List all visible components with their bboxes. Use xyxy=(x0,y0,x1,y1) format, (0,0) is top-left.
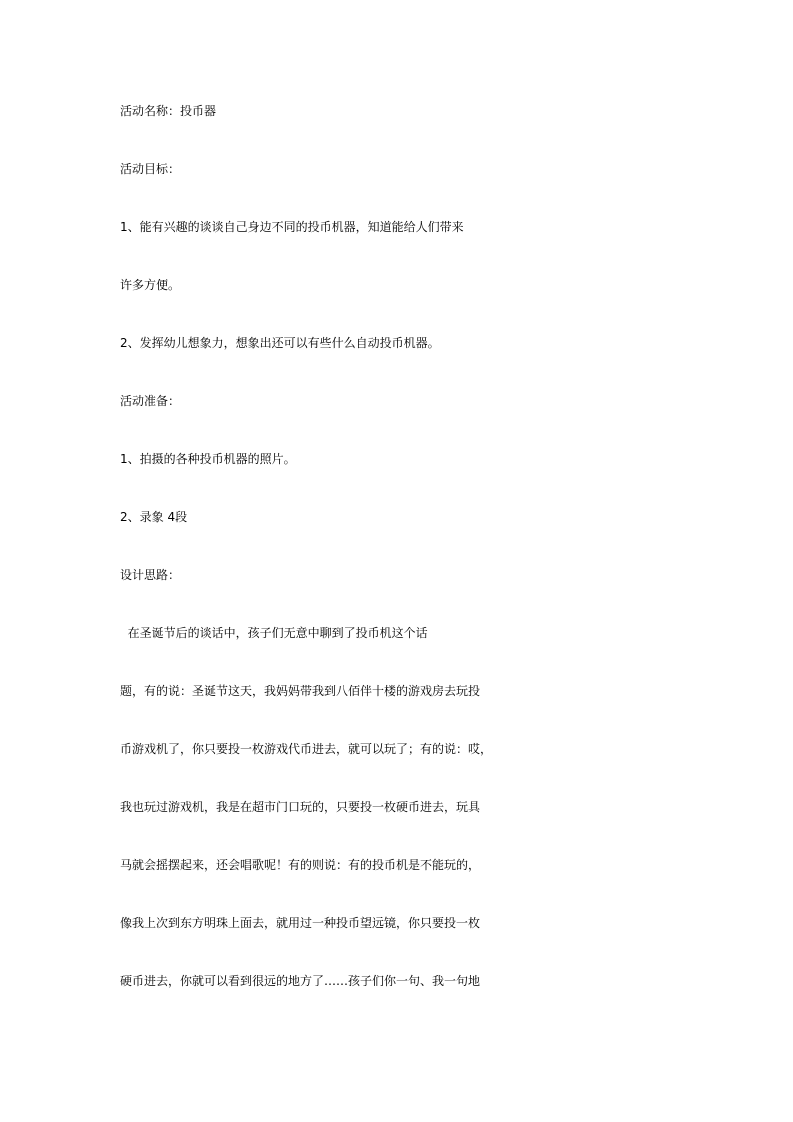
goal-2-line: 2、发挥幼儿想象力，想象出还可以有些什么自动投币机器。 xyxy=(120,336,440,350)
preparation-2-line: 2、录象 4段 xyxy=(120,510,188,524)
design-paragraph-line-1: 在圣诞节后的谈话中，孩子们无意中聊到了投币机这个话 xyxy=(120,626,428,640)
design-paragraph-line-2: 题，有的说：圣诞节这天，我妈妈带我到八佰伴十楼的游戏房去玩投 xyxy=(120,684,481,698)
activity-preparation-heading: 活动准备： xyxy=(120,394,181,408)
design-paragraph-line-7: 硬币进去，你就可以看到很远的地方了……孩子们你一句、我一句地 xyxy=(120,974,481,988)
activity-goals-heading: 活动目标： xyxy=(120,162,181,176)
goal-1-line-1: 1、能有兴趣的谈谈自己身边不同的投币机器，知道能给人们带来 xyxy=(120,220,464,234)
design-paragraph-line-3: 币游戏机了，你只要投一枚游戏代币进去，就可以玩了；有的说：哎， xyxy=(120,742,493,756)
goal-1-line-2: 许多方便。 xyxy=(120,278,181,292)
preparation-1-line: 1、拍摄的各种投币机器的照片。 xyxy=(120,452,296,466)
design-paragraph-line-4: 我也玩过游戏机，我是在超市门口玩的，只要投一枚硬币进去，玩具 xyxy=(120,800,481,814)
design-thinking-heading: 设计思路： xyxy=(120,568,181,582)
design-paragraph-line-6: 像我上次到东方明珠上面去，就用过一种投币望远镜，你只要投一枚 xyxy=(120,916,481,930)
design-paragraph-line-5: 马就会摇摆起来，还会唱歌呢！有的则说：有的投币机是不能玩的， xyxy=(120,858,481,872)
activity-name-line: 活动名称：投币器 xyxy=(120,104,217,118)
